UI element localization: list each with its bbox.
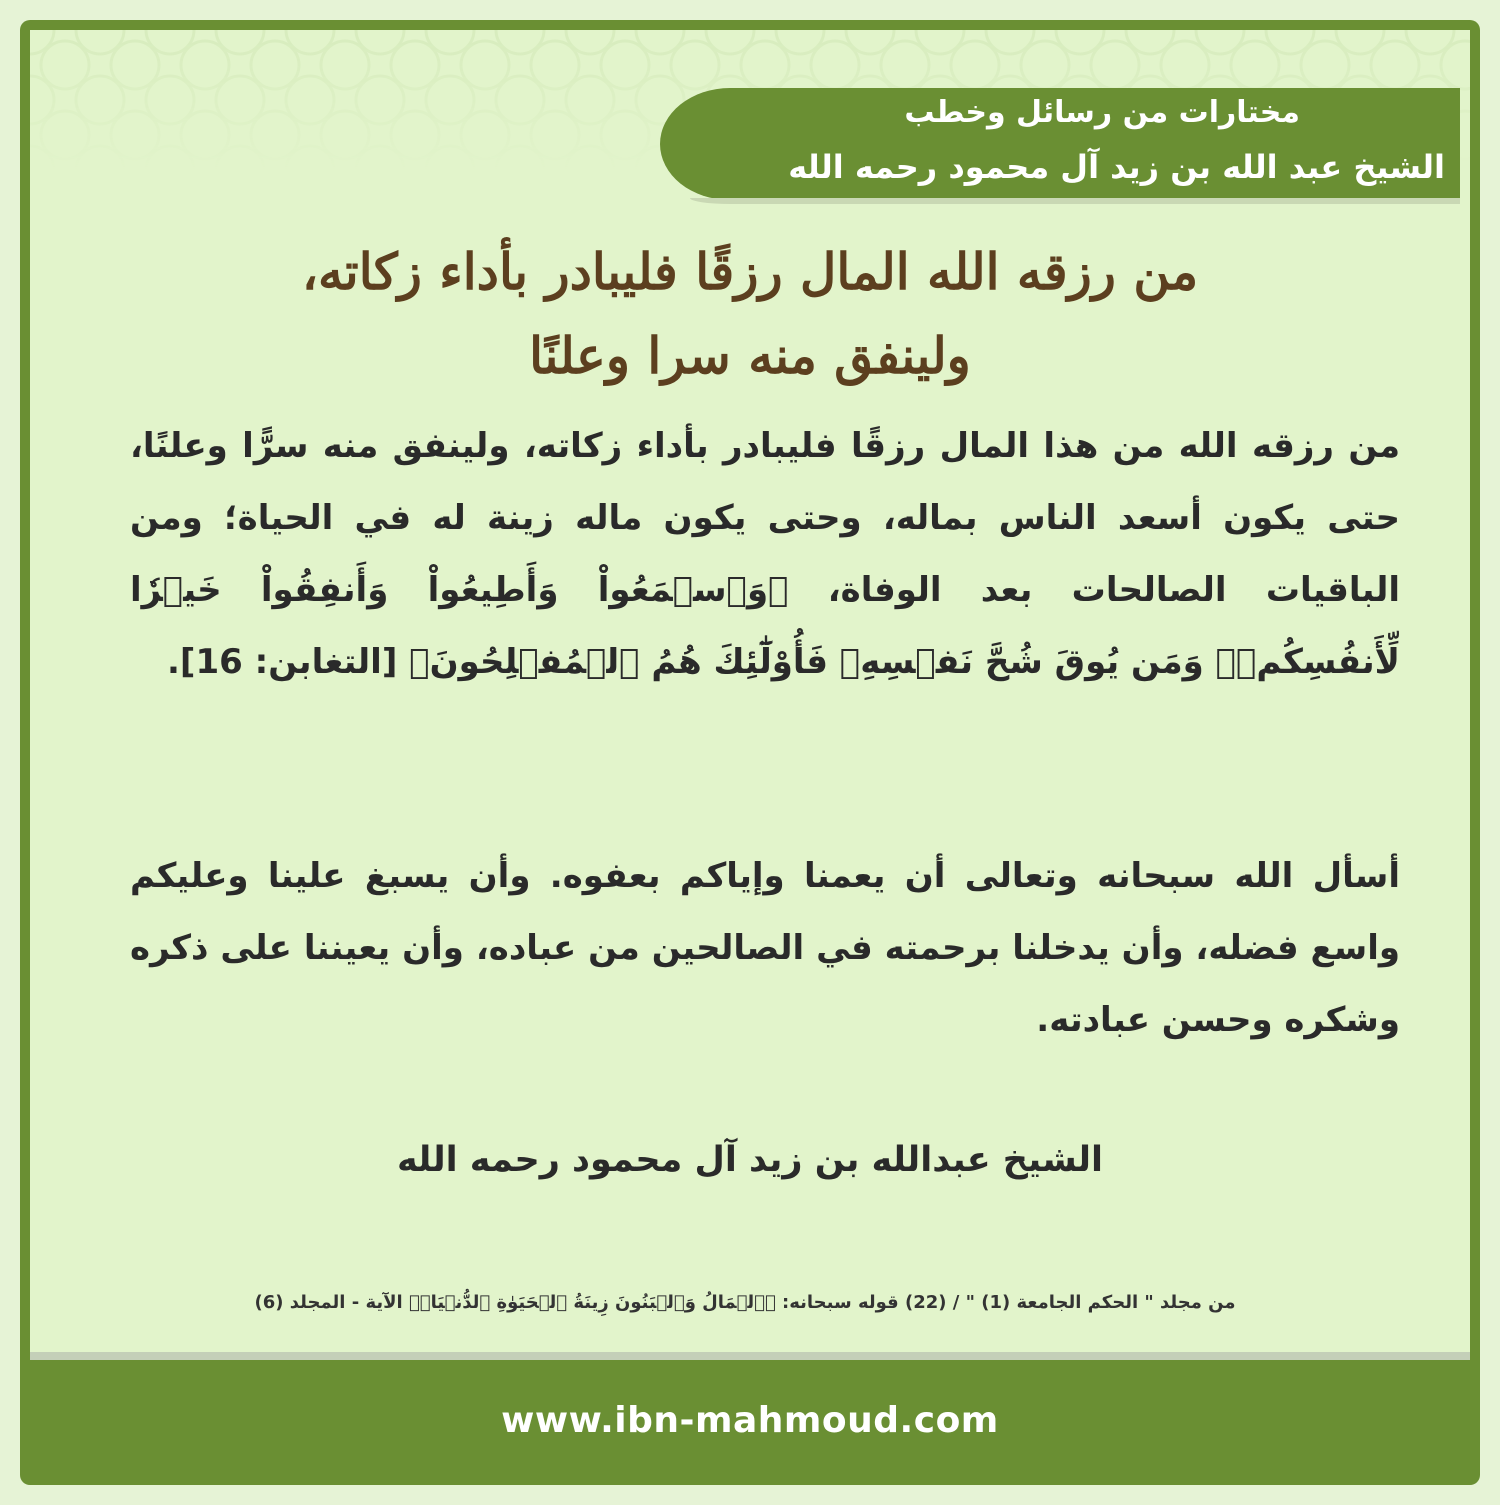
body-paragraph-2: أسأل الله سبحانه وتعالى أن يعمنا وإياكم بعفوه. وأن يسبغ علينا وعليكم واسع فضله، وأن يدخلنا برحمته في الصالحين من عباده، وأن يعيننا على ذكره وشكره وحسن عبادته. [130,856,1400,1040]
source-citation: من مجلد " الحكم الجامعة (1) " / (22) قوله سبحانه: ﴿ٱلۡمَالُ وَٱلۡبَنُونَ زِينَةُ ٱلۡحَيَوٰةِ ٱلدُّنۡيَاۖ﴾ الآية - المجلد (6) [254,1292,1236,1313]
series-title: مختارات من رسائل وخطب [904,95,1300,130]
sheikh-name-header: الشيخ عبد الله بن زيد آل محمود رحمه الله [788,148,1445,186]
title-line-2: ولينفق منه سرا وعلنًا [529,326,971,385]
title-line-1: من رزقه الله المال رزقًا فليبادر بأداء زكاته، [301,242,1199,301]
header-banner-shadow [690,198,1460,204]
page-title [110,230,1390,398]
content-card [30,30,1470,1360]
verse-reference: [التغابن: 16]. [166,642,410,682]
quran-verse: ﴿وَٱسۡمَعُواْ وَأَطِيعُواْ وَأَنفِقُواْ خَيۡرٗا لِّأَنفُسِكُمۡۗ وَمَن يُوقَ شُحَّ نَفۡسِهِۦ فَأُوْلَٰٓئِكَ هُمُ ٱلۡمُفۡلِحُونَ﴾ [130,570,1400,682]
body-paragraph-1 [130,410,1400,698]
author-signature: الشيخ عبدالله بن زيد آل محمود رحمه الله [396,1140,1104,1180]
card-bottom-divider [30,1352,1470,1360]
paragraph-1-text: من رزقه الله من هذا المال رزقًا فليبادر بأداء زكاته، ولينفق منه سرًّا وعلنًا، حتى يكون أسعد الناس بماله، وحتى يكون ماله زينة له في الحياة؛ ومن الباقيات الصالحات بعد الوفاة، [130,426,1400,610]
website-link[interactable]: www.ibn-mahmoud.com [501,1400,999,1441]
